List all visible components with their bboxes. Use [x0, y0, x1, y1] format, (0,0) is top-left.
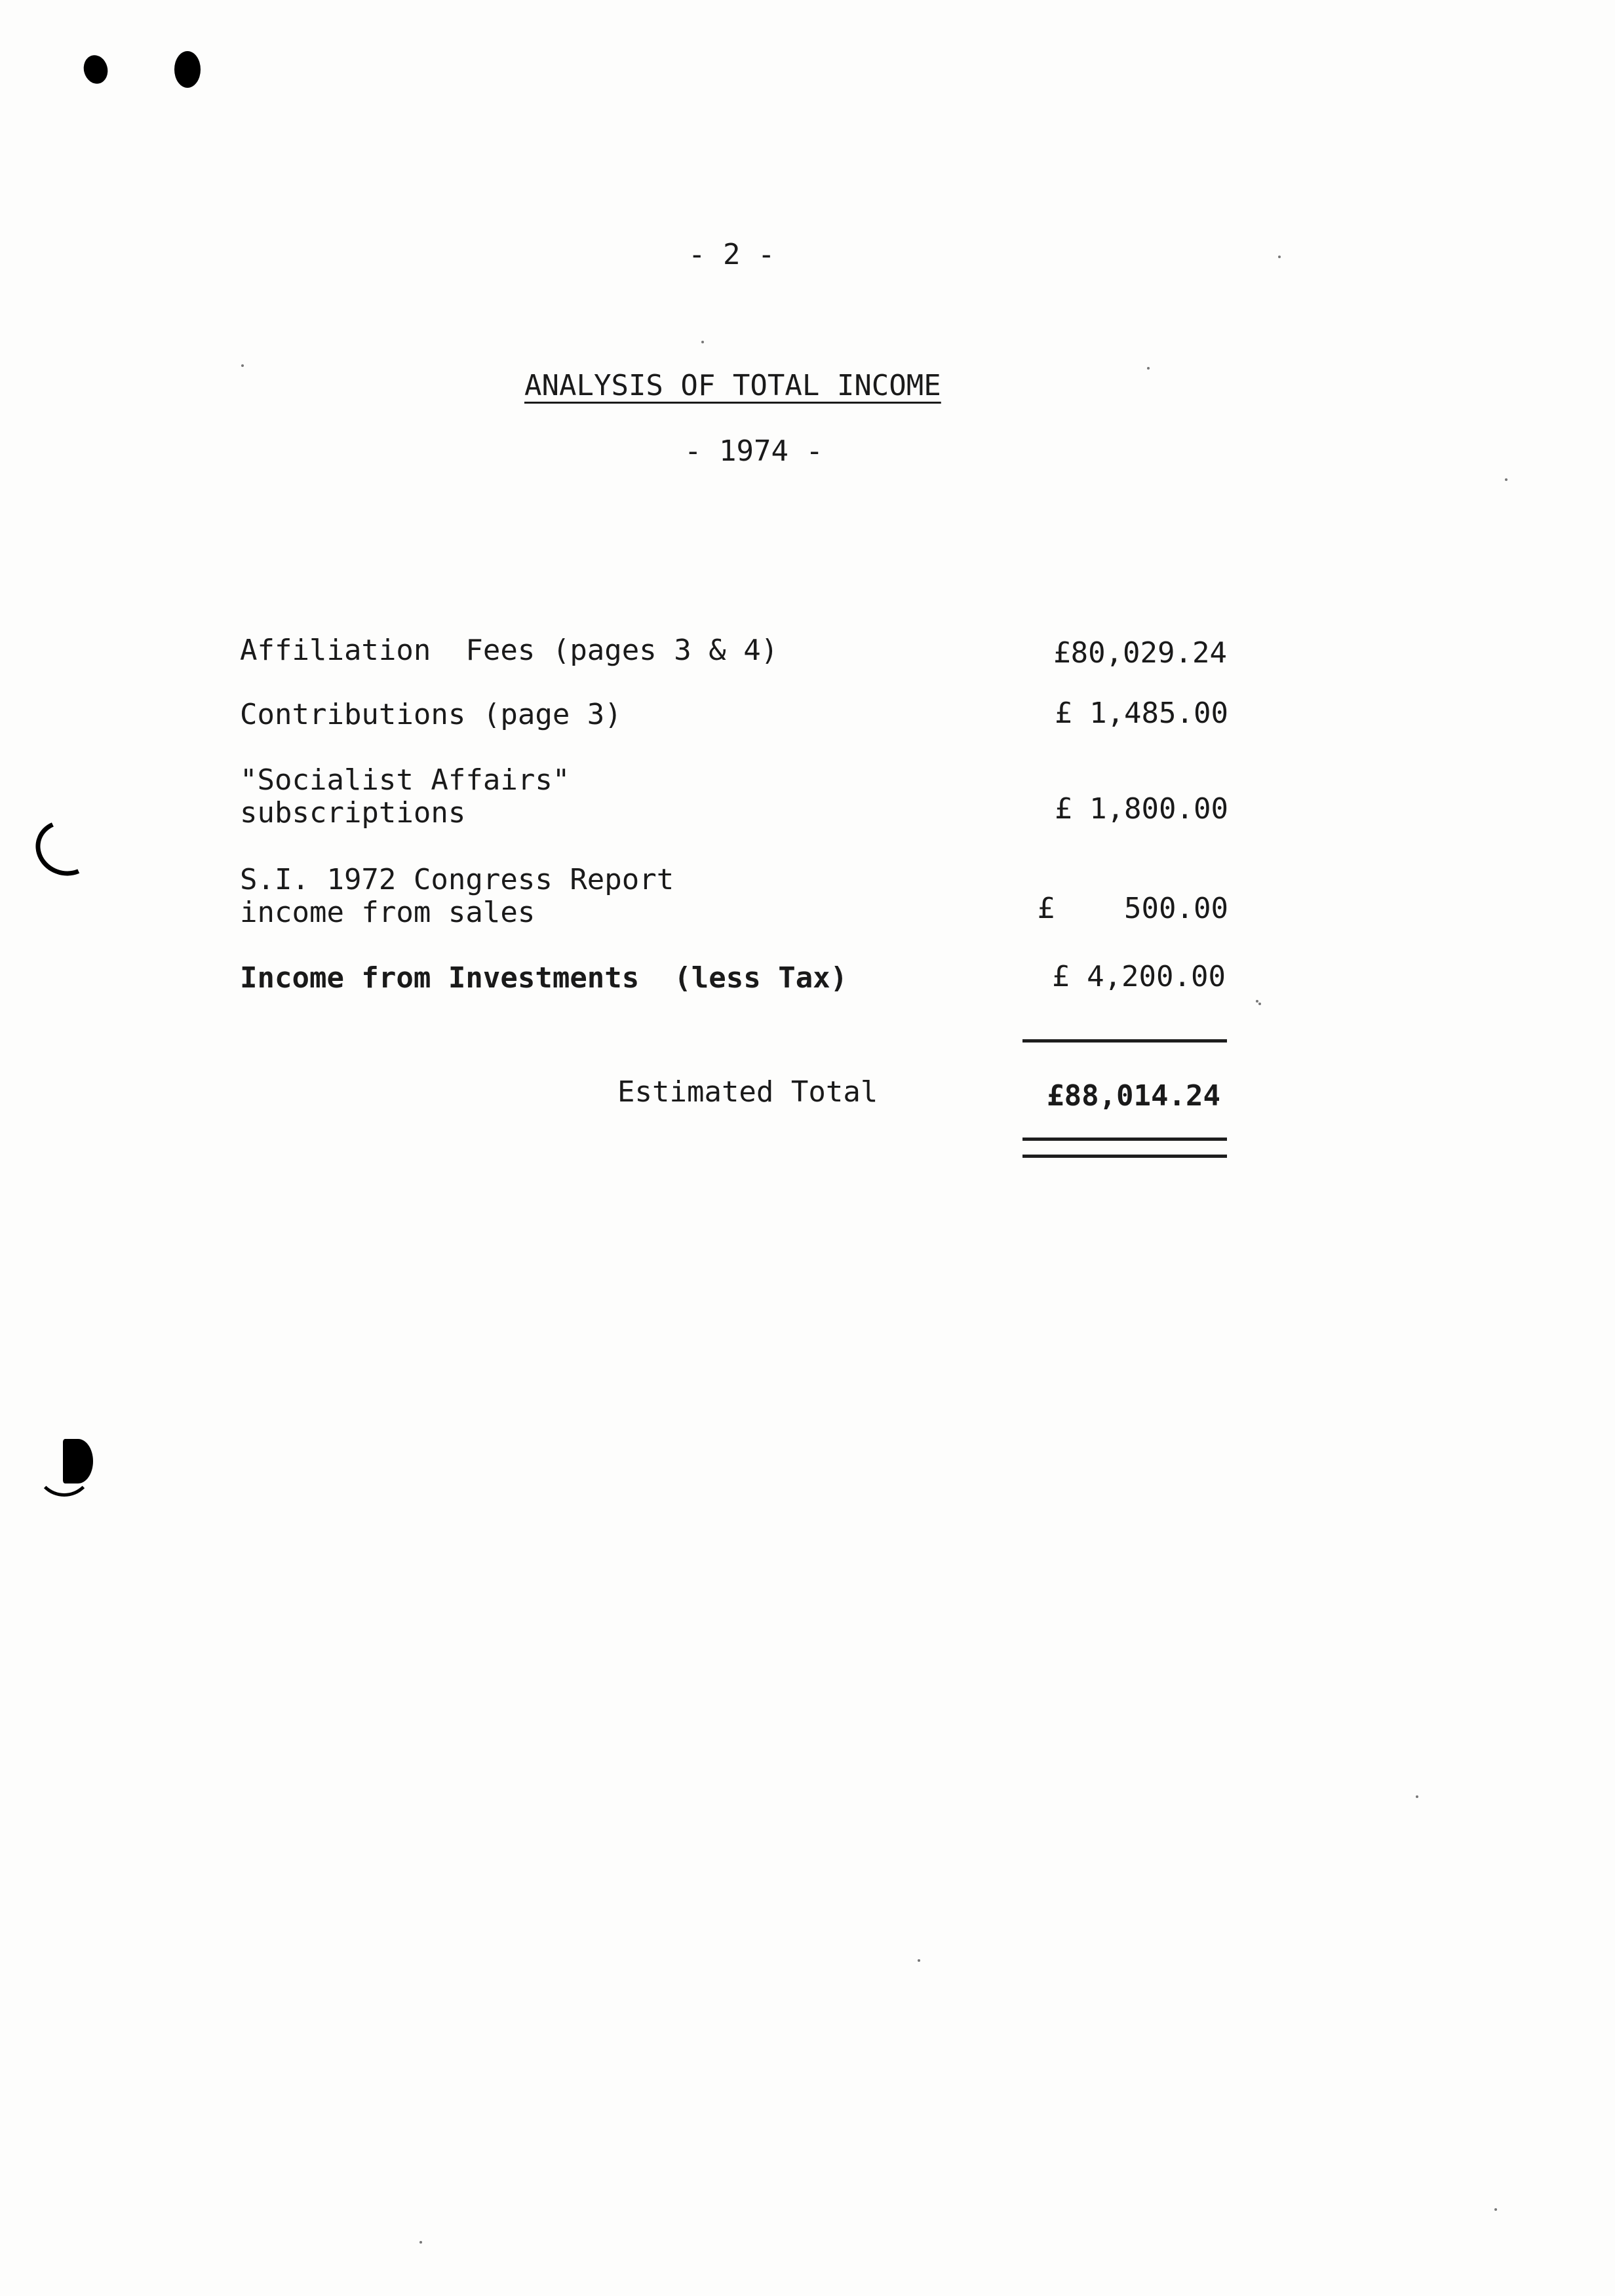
document-title: ANALYSIS OF TOTAL INCOME — [524, 369, 941, 402]
row-label-congress-report-line2: income from sales — [240, 896, 535, 929]
total-amount: £88,014.24 — [1047, 1079, 1220, 1113]
row-label-investments: Income from Investments (less Tax) — [240, 961, 848, 995]
row-amount-investments: £ 4,200.00 — [1052, 960, 1226, 993]
paper-speck — [1416, 1795, 1418, 1798]
total-double-rule-bottom — [1022, 1155, 1227, 1158]
paper-speck — [1494, 2208, 1497, 2211]
row-label-socialist-affairs-line2: subscriptions — [240, 796, 466, 830]
paper-speck — [701, 341, 704, 343]
paper-speck — [1258, 1003, 1261, 1005]
row-amount-congress-report: £ 500.00 — [1037, 892, 1228, 925]
paper-speck — [1256, 1000, 1258, 1003]
total-label: Estimated Total — [617, 1075, 878, 1109]
paper-speck — [918, 1959, 920, 1962]
subtotal-rule — [1022, 1039, 1227, 1043]
total-double-rule-top — [1022, 1138, 1227, 1141]
punch-mark-lower-left — [63, 1439, 93, 1483]
document-year: - 1974 - — [684, 434, 823, 468]
page-number: - 2 - — [688, 238, 775, 271]
row-label-contributions: Contributions (page 3) — [240, 698, 622, 731]
row-label-congress-report-line1: S.I. 1972 Congress Report — [240, 863, 674, 896]
row-amount-contributions: £ 1,485.00 — [1055, 697, 1228, 730]
paper-speck — [1278, 256, 1281, 258]
paper-speck — [1147, 367, 1150, 370]
row-label-socialist-affairs-line1: "Socialist Affairs" — [240, 763, 570, 797]
punch-mark-top-right — [174, 51, 201, 88]
paper-speck — [419, 2241, 422, 2244]
punch-mark-top-left — [81, 52, 111, 86]
row-label-affiliation-fees: Affiliation Fees (pages 3 & 4) — [240, 634, 779, 667]
paper-speck — [1505, 478, 1508, 481]
punch-ring-mid-left — [28, 812, 103, 884]
paper-speck — [241, 364, 244, 367]
row-amount-affiliation-fees: £80,029.24 — [1053, 636, 1227, 670]
row-amount-socialist-affairs: £ 1,800.00 — [1055, 792, 1228, 826]
